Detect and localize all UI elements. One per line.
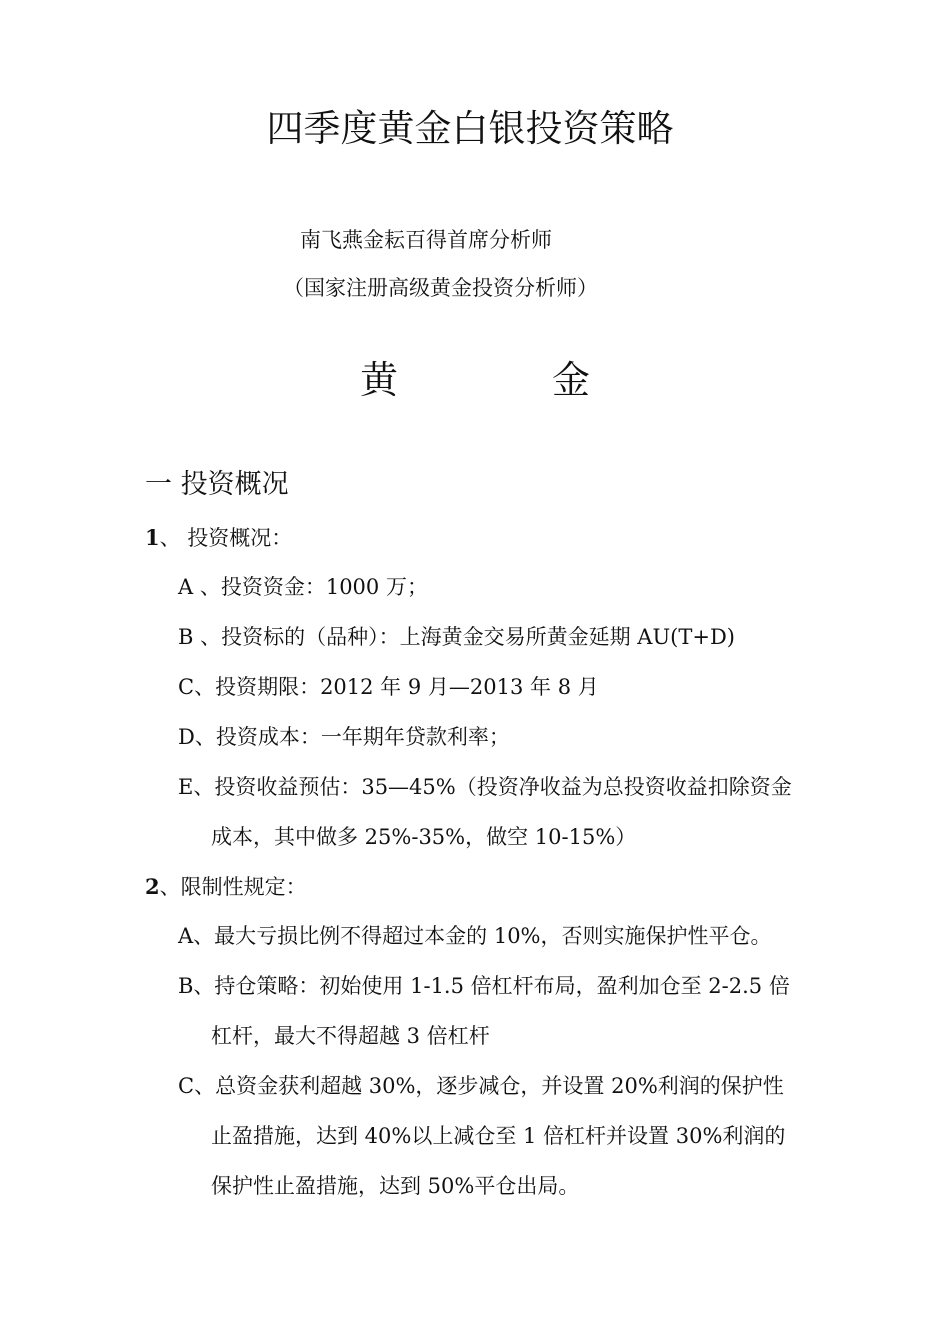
item-1-heading <box>145 522 292 552</box>
item-2-line-c: C、总资金获利超越 30%，逐步减仓，并设置 20%利润的保护性 <box>178 1074 784 1098</box>
section-title-char-1: 黄 <box>360 358 399 402</box>
document-title: 四季度黄金白银投资策略 <box>266 107 674 150</box>
item-2-heading <box>145 871 307 901</box>
item-2-label: 、限制性规定： <box>159 875 307 899</box>
item-1-label: 、 投资概况： <box>159 526 293 550</box>
item-1-line-e: E、投资收益预估：35—45%（投资净收益为总投资收益扣除资金 <box>178 775 792 799</box>
author-line: 南飞燕金耘百得首席分析师 <box>300 228 552 252</box>
item-1-line-e-cont: 成本，其中做多 25%-35%，做空 10-15%） <box>211 825 637 849</box>
item-1-line-a: A 、投资资金：1000 万； <box>178 575 428 599</box>
item-2-line-a: A、最大亏损比例不得超过本金的 10%，否则实施保护性平仓。 <box>178 924 772 948</box>
item-2-number: 2 <box>145 874 160 899</box>
section-heading: 一 投资概况 <box>145 469 289 500</box>
item-2-line-c-cont-1: 止盈措施，达到 40%以上减仓至 1 倍杠杆并设置 30%利润的 <box>211 1124 786 1148</box>
item-1-line-b: B 、投资标的（品种）：上海黄金交易所黄金延期 AU(T+D) <box>178 625 735 649</box>
item-2-line-b: B、持仓策略：初始使用 1-1.5 倍杠杆布局，盈利加仓至 2-2.5 倍 <box>178 974 790 998</box>
section-title-char-2: 金 <box>552 358 591 402</box>
item-1-number: 1 <box>145 525 160 550</box>
author-note: （国家注册高级黄金投资分析师） <box>283 276 598 300</box>
item-1-line-c: C、投资期限：2012 年 9 月—2013 年 8 月 <box>178 675 599 699</box>
item-1-line-d: D、投资成本：一年期年贷款利率； <box>178 725 510 749</box>
item-2-line-c-cont-2: 保护性止盈措施，达到 50%平仓出局。 <box>211 1174 580 1198</box>
item-2-line-b-cont: 杠杆，最大不得超越 3 倍杠杆 <box>211 1024 490 1048</box>
